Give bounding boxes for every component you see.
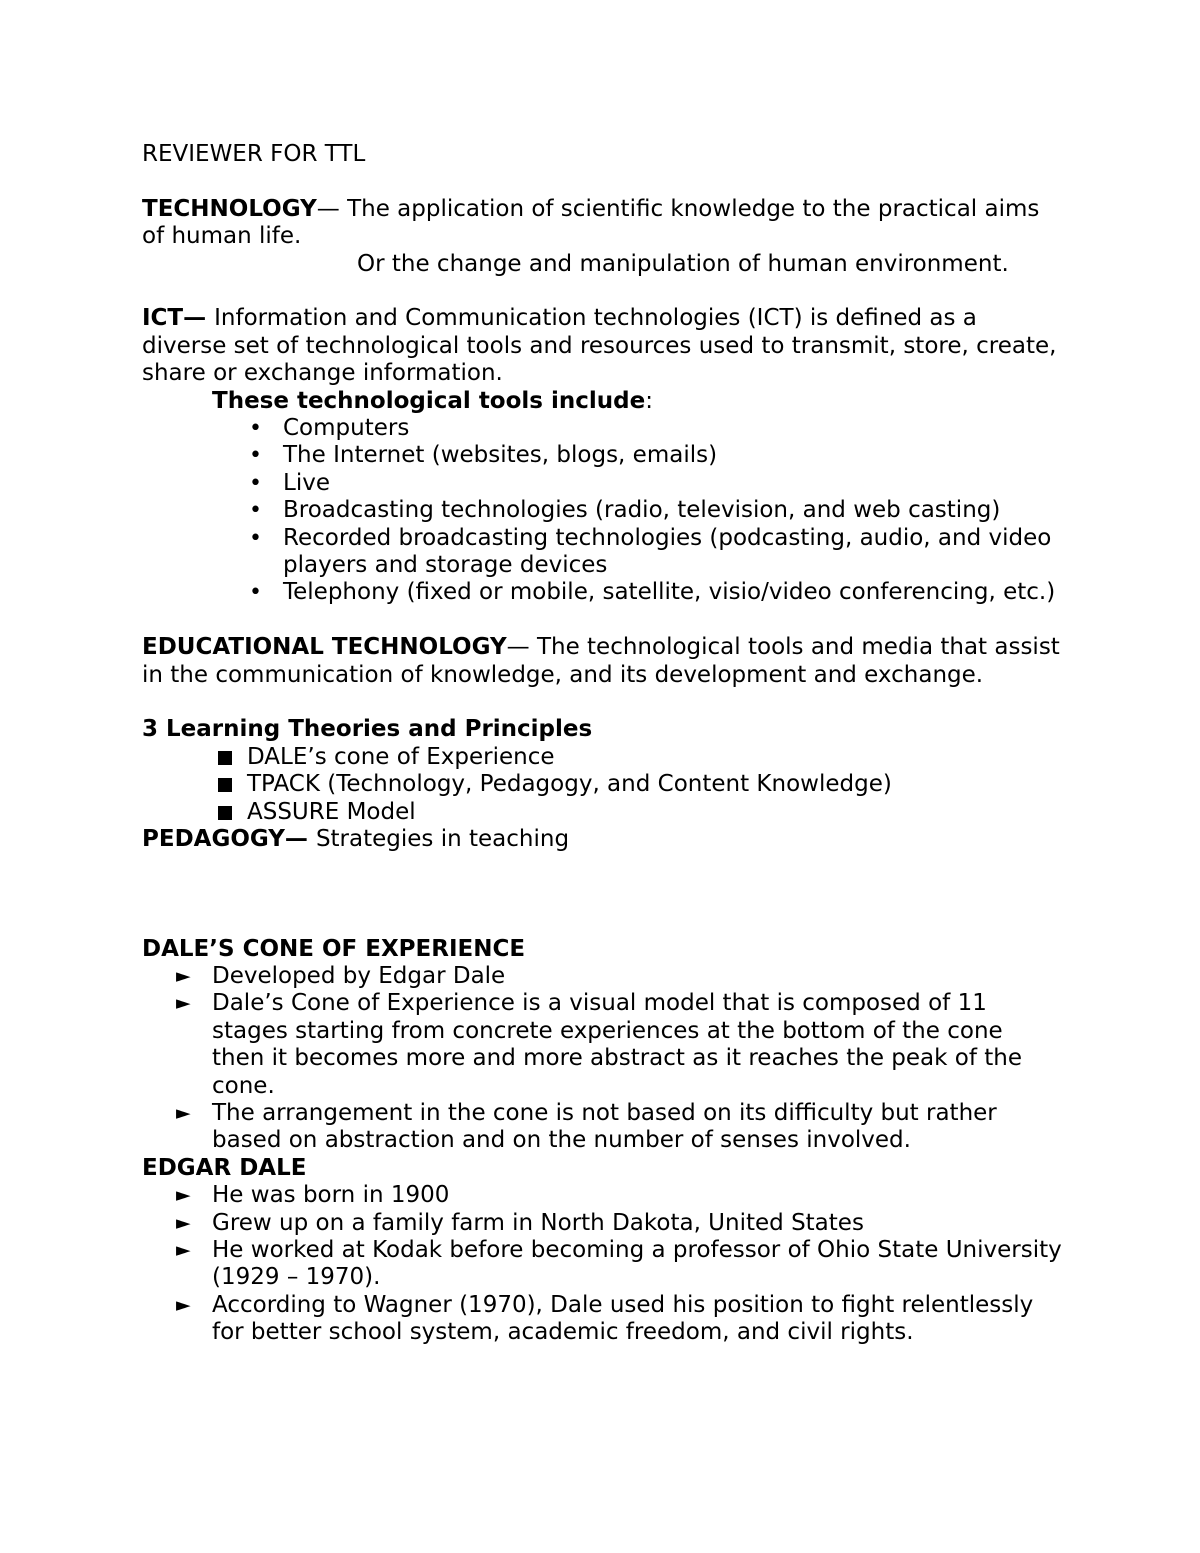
arrow-bullet-icon: ► [176, 1101, 191, 1124]
arrow-bullet-icon: ► [176, 992, 191, 1015]
pedagogy-definition [142, 826, 1062, 853]
ict-tools-heading [142, 388, 1062, 415]
list-item-text: Telephony (fixed or mobile, satellite, visio/video conferencing, etc.) [283, 579, 1056, 606]
list-item-text: Developed by Edgar Dale [212, 962, 506, 989]
list-item-text: According to Wagner (1970), Dale used his position to fight relentlessly for better school system, academic freedom, and civil rights. [212, 1291, 1034, 1346]
list-item [142, 1210, 1062, 1237]
pedagogy-term: PEDAGOGY— [142, 826, 316, 853]
dales-cone-heading [142, 936, 1062, 963]
ict-tools-colon: : [645, 387, 653, 414]
educational-technology-dash: — [506, 634, 537, 661]
technology-definition [142, 196, 1062, 251]
ict-definition-text: Information and Communication technologies (ICT) is defined as a diverse set of technological tools and resources used to transmit, store, create, share or exchange information. [142, 305, 1057, 387]
list-item [142, 525, 1062, 580]
list-item-text: Grew up on a family farm in North Dakota, United States [212, 1209, 864, 1236]
learning-theories-heading-text: 3 Learning Theories and Principles [142, 716, 593, 743]
list-item [142, 771, 1062, 798]
list-item [142, 497, 1062, 524]
list-item-text: He worked at Kodak before becoming a professor of Ohio State University (1929 – 1970). [212, 1236, 1062, 1291]
technology-dash: — [316, 195, 348, 222]
document-title: REVIEWER FOR TTL [142, 141, 366, 167]
arrow-bullet-icon: ► [176, 1184, 191, 1207]
square-bullet-icon [218, 806, 232, 820]
list-item [142, 744, 1062, 771]
bullet-dot-icon: • [249, 443, 262, 469]
list-item [142, 442, 1062, 469]
bullet-dot-icon: • [249, 470, 262, 496]
list-item-text: Computers [283, 415, 410, 442]
edgar-dale-list [142, 1182, 1062, 1346]
ict-definition [142, 305, 1062, 387]
bullet-dot-icon: • [249, 580, 262, 606]
list-item-text: He was born in 1900 [212, 1182, 450, 1209]
list-item [142, 1100, 1062, 1155]
arrow-bullet-icon: ► [176, 1238, 191, 1261]
list-item [142, 1292, 1062, 1347]
dales-cone-list [142, 963, 1062, 1155]
list-item-text: The Internet (websites, blogs, emails) [283, 442, 718, 469]
list-item-text: ASSURE Model [247, 798, 416, 825]
list-item-text: TPACK (Technology, Pedagogy, and Content Knowledge) [247, 771, 892, 798]
edgar-dale-heading-text: EDGAR DALE [142, 1154, 307, 1181]
learning-theories-heading [142, 716, 1062, 743]
list-item [142, 579, 1062, 606]
arrow-bullet-icon: ► [176, 1211, 191, 1234]
list-item-text: Live [283, 469, 330, 496]
educational-technology-term: EDUCATIONAL TECHNOLOGY [142, 634, 507, 661]
ict-tools-heading-text: These technological tools include [212, 387, 646, 414]
edgar-dale-heading [142, 1155, 1062, 1182]
learning-theories-list [142, 744, 1062, 826]
list-item [142, 470, 1062, 497]
technology-alt-definition: Or the change and manipulation of human environment. [357, 250, 1009, 277]
bullet-dot-icon: • [249, 498, 262, 524]
list-item-text: Dale’s Cone of Experience is a visual model that is composed of 11 stages starting from concrete experiences at the bottom of the cone then it becomes more and more abstract as it reaches the peak of the cone. [212, 990, 1022, 1099]
list-item-text: Recorded broadcasting technologies (podcasting, audio, and video players and storage devices [283, 524, 1052, 579]
arrow-bullet-icon: ► [176, 964, 191, 987]
ict-term: ICT— [142, 305, 215, 332]
bullet-dot-icon: • [249, 525, 262, 551]
list-item [142, 1237, 1062, 1292]
square-bullet-icon [218, 778, 232, 792]
list-item [142, 990, 1062, 1100]
arrow-bullet-icon: ► [176, 1293, 191, 1316]
educational-technology-definition-text: The technological tools and media that assist in the communication of knowledge, and its development and exchange. [142, 634, 1060, 688]
ict-tools-list [142, 415, 1062, 607]
list-item-text: The arrangement in the cone is not based on its difficulty but rather based on abstraction and on the number of senses involved. [212, 1099, 997, 1154]
list-item [142, 415, 1062, 442]
pedagogy-definition-text: Strategies in teaching [315, 826, 570, 853]
square-bullet-icon [218, 751, 232, 765]
list-item [142, 963, 1062, 990]
dales-cone-heading-text: DALE’S CONE OF EXPERIENCE [142, 935, 526, 962]
educational-technology-definition [142, 634, 1062, 689]
technology-definition-text: The application of scientific knowledge to the practical aims of human life. [142, 195, 1040, 250]
document-page [142, 141, 1062, 1347]
list-item [142, 1182, 1062, 1209]
list-item-text: DALE’s cone of Experience [247, 743, 555, 770]
list-item [142, 799, 1062, 826]
list-item-text: Broadcasting technologies (radio, television, and web casting) [283, 497, 1001, 524]
technology-term: TECHNOLOGY [142, 195, 317, 222]
bullet-dot-icon: • [249, 416, 262, 442]
